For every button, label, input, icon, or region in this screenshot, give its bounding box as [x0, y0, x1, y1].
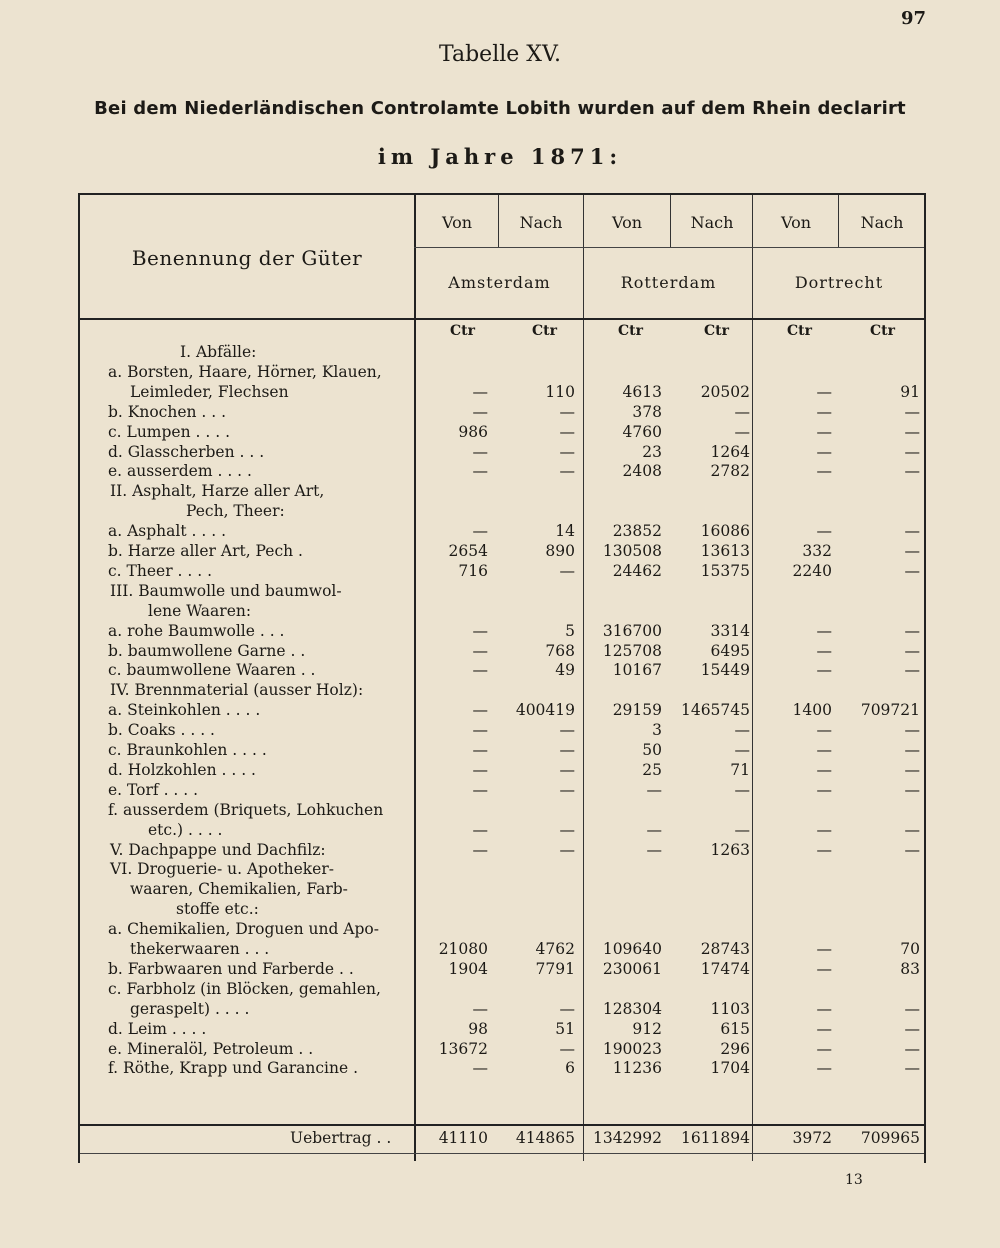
unit-mark-3: Ctr [618, 323, 643, 339]
table-row [0, 521, 1000, 541]
table-cell: 10167 [612, 661, 662, 680]
place-rotterdam: Rotterdam [620, 273, 717, 292]
row-label: stoffe etc.: [176, 900, 259, 919]
row-label: c. Braunkohlen . . . . [108, 741, 267, 759]
row-label: c. Lumpen . . . . [108, 422, 231, 441]
row-label: a. Borsten, Haare, Hörner, Klauen, [108, 362, 382, 381]
table-cell: 21080 [438, 940, 488, 958]
table-cell: — [904, 522, 920, 541]
table-cell: 23852 [612, 522, 662, 541]
table-cell: 5 [565, 621, 575, 640]
unit-mark-2: Ctr [532, 323, 557, 339]
table-cell: — [559, 760, 575, 779]
table-cell: — [816, 1039, 832, 1058]
table-cell: — [472, 760, 488, 779]
total-top-rule [80, 1124, 924, 1126]
table-row [0, 641, 1000, 661]
table-cell: — [816, 840, 832, 859]
total-cell: 709965 [860, 1129, 920, 1147]
table-cell: — [559, 840, 575, 859]
table-cell: 2408 [622, 462, 662, 481]
table-cell: — [904, 641, 920, 660]
table-cell: — [904, 661, 920, 680]
table-row [0, 362, 1000, 382]
table-title: Tabelle XV. [439, 42, 561, 67]
header-bottom-rule [80, 318, 924, 320]
total-row [0, 1128, 1000, 1148]
table-cell: 11236 [612, 1059, 662, 1078]
table-cell: — [472, 780, 488, 799]
table-cell: 912 [632, 1019, 662, 1038]
table-row [0, 601, 1000, 621]
table-cell: — [816, 522, 832, 541]
row-label: e. ausserdem . . . . [108, 462, 252, 481]
table-cell: — [559, 442, 575, 461]
row-label: b. Coaks . . . . [108, 721, 215, 740]
table-row [0, 561, 1000, 581]
table-cell: — [472, 442, 488, 461]
row-label: thekerwaaren . . . [130, 940, 270, 958]
row-label: Leimleder, Flechsen [130, 382, 289, 401]
table-row [0, 402, 1000, 422]
table-cell: 615 [720, 1019, 750, 1038]
table-cell: — [816, 422, 832, 441]
table-cell: — [816, 661, 832, 680]
table-cell: — [904, 561, 920, 580]
unit-mark-4: Ctr [704, 323, 729, 339]
table-row [0, 979, 1000, 999]
table-cell: — [816, 820, 832, 839]
table-cell: 4613 [622, 382, 662, 401]
table-cell: 1263 [710, 840, 750, 859]
row-label: geraspelt) . . . . [130, 999, 250, 1018]
table-cell: — [559, 721, 575, 740]
table-cell: 14 [555, 522, 575, 541]
total-cell: 41110 [438, 1129, 488, 1147]
table-row [0, 859, 1000, 879]
table-row [0, 939, 1000, 959]
table-row [0, 780, 1000, 800]
row-label: d. Glasscherben . . . [108, 442, 265, 461]
table-row [0, 481, 1000, 501]
table-cell: 3314 [710, 621, 750, 640]
table-cell: 1103 [710, 999, 750, 1018]
table-row [0, 501, 1000, 521]
table-cell: — [904, 1019, 920, 1038]
table-cell: — [816, 1019, 832, 1038]
signature-mark: 13 [845, 1172, 863, 1188]
table-cell: — [904, 621, 920, 640]
table-cell: — [559, 741, 575, 759]
row-label: e. Mineralöl, Petroleum . . [108, 1039, 314, 1058]
row-label: a. Asphalt . . . . [108, 522, 226, 541]
table-cell: — [472, 840, 488, 859]
table-cell: 128304 [602, 999, 662, 1018]
table-row [0, 382, 1000, 402]
unit-mark-6: Ctr [870, 323, 895, 339]
row-label: d. Holzkohlen . . . . [108, 760, 256, 779]
row-label: VI. Droguerie- u. Apotheker- [110, 860, 335, 879]
row-label: I. Abfälle: [180, 343, 257, 361]
header-nach-3: Nach [860, 213, 904, 232]
row-label: c. baumwollene Waaren . . [108, 661, 316, 680]
row-label: lene Waaren: [148, 601, 252, 620]
table-cell: — [734, 402, 750, 421]
table-cell: 20502 [700, 382, 750, 401]
table-cell: — [816, 959, 832, 978]
table-row [0, 621, 1000, 641]
table-cell: — [904, 820, 920, 839]
table-cell: — [472, 741, 488, 759]
table-cell: — [904, 462, 920, 481]
table-cell: — [734, 422, 750, 441]
table-cell: — [646, 780, 662, 799]
row-label: f. ausserdem (Briquets, Lohkuchen [108, 800, 384, 819]
table-row [0, 422, 1000, 442]
table-cell: — [816, 442, 832, 461]
table-cell: — [904, 1059, 920, 1078]
table-cell: — [904, 760, 920, 779]
table-cell: — [904, 402, 920, 421]
table-row [0, 959, 1000, 979]
table-cell: 986 [458, 422, 488, 441]
row-label: a. rohe Baumwolle . . . [108, 621, 285, 640]
table-cell: 71 [730, 760, 750, 779]
table-cell: — [734, 741, 750, 759]
table-row [0, 919, 1000, 939]
table-cell: — [904, 1039, 920, 1058]
table-cell: 332 [802, 542, 832, 560]
table-cell: 13672 [438, 1039, 488, 1058]
table-cell: — [904, 840, 920, 859]
table-row [0, 581, 1000, 601]
table-cell: — [472, 999, 488, 1018]
row-label: b. Harze aller Art, Pech . [108, 542, 303, 560]
table-cell: 378 [632, 402, 662, 421]
table-row [0, 1058, 1000, 1078]
table-cell: — [816, 402, 832, 421]
divider-dor [838, 195, 839, 247]
table-cell: 125708 [602, 641, 662, 660]
table-cell: — [559, 1039, 575, 1058]
table-cell: 6495 [710, 641, 750, 660]
table-cell: — [472, 701, 488, 720]
table-cell: 3 [652, 721, 662, 740]
table-cell: 316700 [602, 621, 662, 640]
table-cell: 4762 [535, 940, 575, 958]
table-cell: 15375 [700, 561, 750, 580]
table-cell: — [559, 999, 575, 1018]
row-label: c. Theer . . . . [108, 561, 213, 580]
table-cell: 130508 [602, 542, 662, 560]
table-cell: 17474 [700, 959, 750, 978]
table-cell: 890 [545, 542, 575, 560]
table-row [0, 800, 1000, 820]
table-cell: 24462 [612, 561, 662, 580]
table-cell: — [559, 422, 575, 441]
table-cell: — [816, 780, 832, 799]
table-row [0, 820, 1000, 840]
table-cell: — [816, 940, 832, 958]
table-row [0, 760, 1000, 780]
table-row [0, 720, 1000, 740]
table-cell: 70 [900, 940, 920, 958]
table-cell: 109640 [602, 940, 662, 958]
row-label: V. Dachpappe und Dachfilz: [110, 840, 326, 859]
row-label: etc.) . . . . [148, 820, 223, 839]
table-cell: 296 [720, 1039, 750, 1058]
table-cell: 50 [642, 741, 662, 759]
table-cell: 98 [468, 1019, 488, 1038]
row-label: f. Röthe, Krapp und Garancine . [108, 1059, 358, 1078]
table-cell: — [472, 641, 488, 660]
table-cell: — [734, 820, 750, 839]
total-label: Uebertrag . . [290, 1129, 392, 1147]
table-row [0, 879, 1000, 899]
table-row [0, 740, 1000, 760]
table-cell: 1264 [710, 442, 750, 461]
table-row [0, 442, 1000, 462]
table-cell: — [472, 382, 488, 401]
total-bottom-rule [80, 1153, 924, 1154]
table-cell: — [734, 780, 750, 799]
unit-mark-5: Ctr [787, 323, 812, 339]
table-cell: 1400 [792, 701, 832, 720]
table-cell: — [472, 522, 488, 541]
table-cell: — [816, 999, 832, 1018]
table-cell: — [816, 741, 832, 759]
table-cell: 51 [555, 1019, 575, 1038]
table-cell: — [559, 561, 575, 580]
table-cell: — [646, 840, 662, 859]
header-von-1: Von [441, 213, 473, 232]
row-label: a. Chemikalien, Droguen und Apo- [108, 920, 379, 939]
table-cell: 2782 [710, 462, 750, 481]
table-cell: 1904 [448, 959, 488, 978]
header-von-3: Von [780, 213, 812, 232]
table-cell: 1465745 [680, 701, 750, 720]
table-cell: 4760 [622, 422, 662, 441]
table-cell: — [472, 621, 488, 640]
total-cell: 3972 [792, 1129, 832, 1147]
row-label: a. Steinkohlen . . . . [108, 701, 261, 720]
heading-line-2: im Jahre 1871: [377, 144, 623, 169]
heading-line-1: Bei dem Niederländischen Controlamte Lobith wurden auf dem Rhein declarirt [94, 98, 906, 119]
place-dortrecht: Dortrecht [794, 273, 884, 292]
row-label: e. Torf . . . . [108, 780, 199, 799]
table-cell: 190023 [602, 1039, 662, 1058]
table-cell: — [904, 721, 920, 740]
row-label: b. baumwollene Garne . . [108, 641, 306, 660]
header-mid-rule [414, 247, 924, 248]
page-number: 97 [900, 8, 926, 29]
table-cell: — [816, 382, 832, 401]
table-cell: — [559, 820, 575, 839]
table-cell: — [816, 1059, 832, 1078]
table-cell: 1704 [710, 1059, 750, 1078]
table-cell: — [904, 442, 920, 461]
table-cell: — [904, 780, 920, 799]
table-row [0, 680, 1000, 700]
header-nach-1: Nach [519, 213, 563, 232]
table-cell: 400419 [515, 701, 575, 720]
table-row [0, 899, 1000, 919]
header-nach-2: Nach [690, 213, 734, 232]
table-cell: 28743 [700, 940, 750, 958]
goods-column-header: Benennung der Güter [131, 246, 363, 270]
place-amsterdam: Amsterdam [448, 273, 551, 292]
table-cell: — [472, 721, 488, 740]
table-cell: — [472, 462, 488, 481]
row-label: Pech, Theer: [186, 502, 285, 521]
table-row [0, 700, 1000, 720]
table-cell: — [559, 402, 575, 421]
row-label: b. Farbwaaren und Farberde . . [108, 959, 354, 978]
table-cell: 110 [545, 382, 575, 401]
table-cell: — [904, 999, 920, 1018]
table-cell: 25 [642, 760, 662, 779]
table-row [0, 461, 1000, 481]
table-cell: 29159 [612, 701, 662, 720]
table-cell: — [816, 621, 832, 640]
table-cell: 230061 [602, 959, 662, 978]
row-label: c. Farbholz (in Blöcken, gemahlen, [108, 979, 381, 998]
row-label: d. Leim . . . . [108, 1019, 207, 1038]
table-row [0, 342, 1000, 362]
row-label: III. Baumwolle und baumwol- [110, 581, 342, 600]
table-cell: — [472, 820, 488, 839]
table-cell: — [646, 820, 662, 839]
table-cell: — [734, 721, 750, 740]
table-cell: 709721 [860, 701, 920, 720]
row-label: waaren, Chemikalien, Farb- [130, 880, 348, 899]
table-cell: 49 [555, 661, 575, 680]
table-row [0, 840, 1000, 860]
table-cell: — [904, 422, 920, 441]
table-cell: 2654 [448, 542, 488, 560]
table-cell: — [904, 542, 920, 560]
table-cell: — [559, 780, 575, 799]
total-cell: 1342992 [592, 1129, 662, 1147]
table-cell: 16086 [700, 522, 750, 541]
header-von-2: Von [611, 213, 643, 232]
table-row [0, 660, 1000, 680]
table-row [0, 1039, 1000, 1059]
table-cell: — [559, 462, 575, 481]
table-cell: 716 [458, 561, 488, 580]
table-cell: 7791 [535, 959, 575, 978]
table-row [0, 999, 1000, 1019]
table-cell: 2240 [792, 561, 832, 580]
table-cell: 15449 [700, 661, 750, 680]
table-cell: — [472, 402, 488, 421]
unit-mark-1: Ctr [450, 323, 475, 339]
divider-rot [670, 195, 671, 247]
table-row [0, 1019, 1000, 1039]
table-cell: — [816, 721, 832, 740]
total-cell: 414865 [515, 1129, 575, 1147]
table-cell: — [816, 760, 832, 779]
table-cell: 23 [642, 442, 662, 461]
table-cell: 91 [900, 382, 920, 401]
row-label: II. Asphalt, Harze aller Art, [110, 482, 325, 501]
table-cell: — [472, 1059, 488, 1078]
table-cell: 13613 [700, 542, 750, 560]
table-cell: — [904, 741, 920, 759]
table-cell: 83 [900, 959, 920, 978]
row-label: b. Knochen . . . [108, 402, 227, 421]
row-label: IV. Brennmaterial (ausser Holz): [110, 681, 364, 700]
table-cell: — [816, 641, 832, 660]
table-row [0, 541, 1000, 561]
divider-ams [498, 195, 499, 247]
table-cell: 768 [545, 641, 575, 660]
total-cell: 1611894 [680, 1129, 750, 1147]
table-cell: 6 [565, 1059, 575, 1078]
table-cell: — [816, 462, 832, 481]
table-cell: — [472, 661, 488, 680]
